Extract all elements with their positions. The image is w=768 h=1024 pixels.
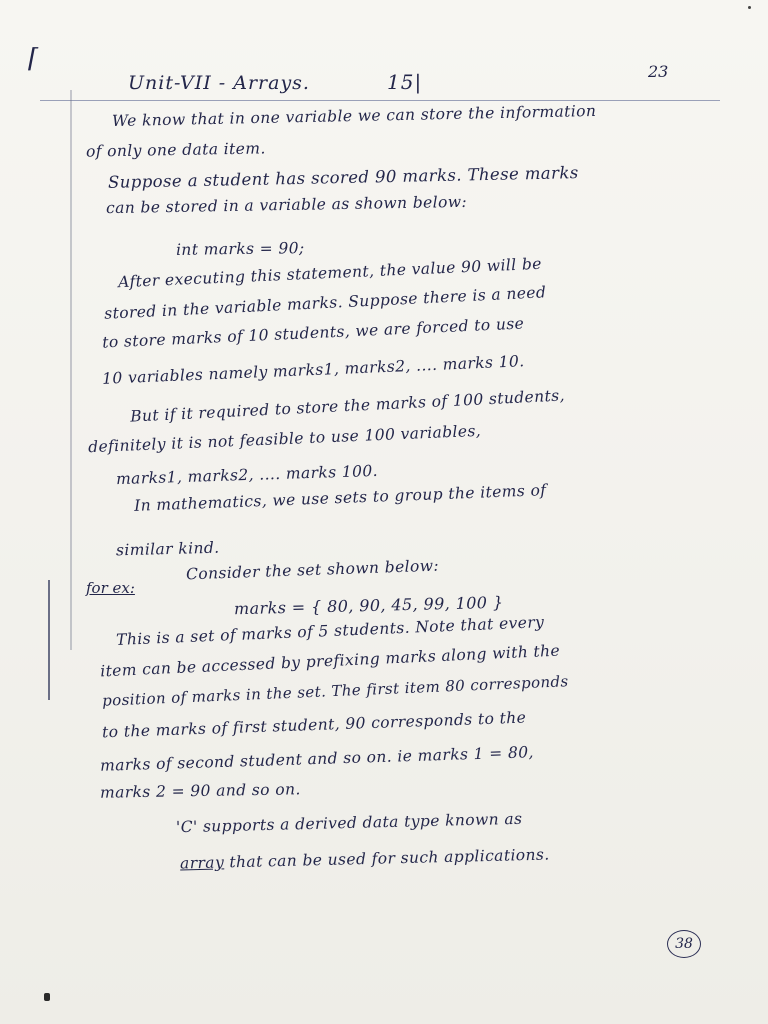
text-line: can be stored in a variable as shown below: (105, 192, 468, 218)
text-line: definitely it is not feasible to use 100 variables, (87, 421, 482, 457)
corner-dot-icon (748, 6, 751, 9)
text-line: Consider the set shown below: (185, 556, 440, 584)
example-label: for ex: (86, 579, 135, 597)
array-word: array (179, 853, 225, 873)
margin-rule (70, 90, 72, 650)
header-rule (40, 100, 720, 101)
text-line: to the marks of first student, 90 corresponds to the (101, 708, 527, 742)
text-line: marks of second student and so on. ie marks 1 = 80, (99, 743, 535, 775)
text-line: to store marks of 10 students, we are forced to use (101, 314, 525, 352)
text-line: marks1, marks2, .... marks 100. (115, 461, 379, 489)
text-line: We know that in one variable we can store the information (111, 101, 597, 131)
corner-bracket-icon: ⌈ (28, 44, 39, 74)
page-title (128, 70, 648, 94)
text-line: of only one data item. (85, 139, 266, 161)
text-line: But if it required to store the marks of 100 students, (129, 386, 566, 426)
circled-page-number: 38 (667, 930, 701, 958)
text-line: 10 variables namely marks1, marks2, .... marks 10. (101, 352, 525, 388)
text-line: In mathematics, we use sets to group the items of (133, 481, 547, 515)
text-line: stored in the variable marks. Suppose there is a need (103, 283, 547, 323)
text-line: After executing this statement, the value 90 will be (117, 254, 543, 292)
text-line (180, 845, 550, 872)
text-line: similar kind. (115, 538, 220, 560)
text-line: item can be accessed by prefixing marks along with the (99, 641, 561, 681)
text-line: This is a set of marks of 5 students. Note that every (115, 613, 545, 649)
unit-title: Unit-VII - Arrays. (128, 72, 310, 94)
page-number-top: 23 (648, 62, 669, 81)
text-line: 'C' supports a derived data type known as (175, 809, 523, 837)
text-line: Suppose a student has scored 90 marks. These marks (107, 163, 579, 192)
text-line: marks 2 = 90 and so on. (99, 780, 301, 802)
ink-blot-icon (44, 993, 50, 1001)
text-line: position of marks in the set. The first item 80 corresponds (101, 672, 569, 710)
side-bracket-line (48, 580, 50, 700)
code-line: int marks = 90; (175, 239, 305, 259)
text-line-continuation: that can be used for such applications. (229, 845, 550, 872)
set-line: marks = { 80, 90, 45, 99, 100 } (233, 592, 504, 619)
margin-mark: 15| (387, 70, 423, 94)
